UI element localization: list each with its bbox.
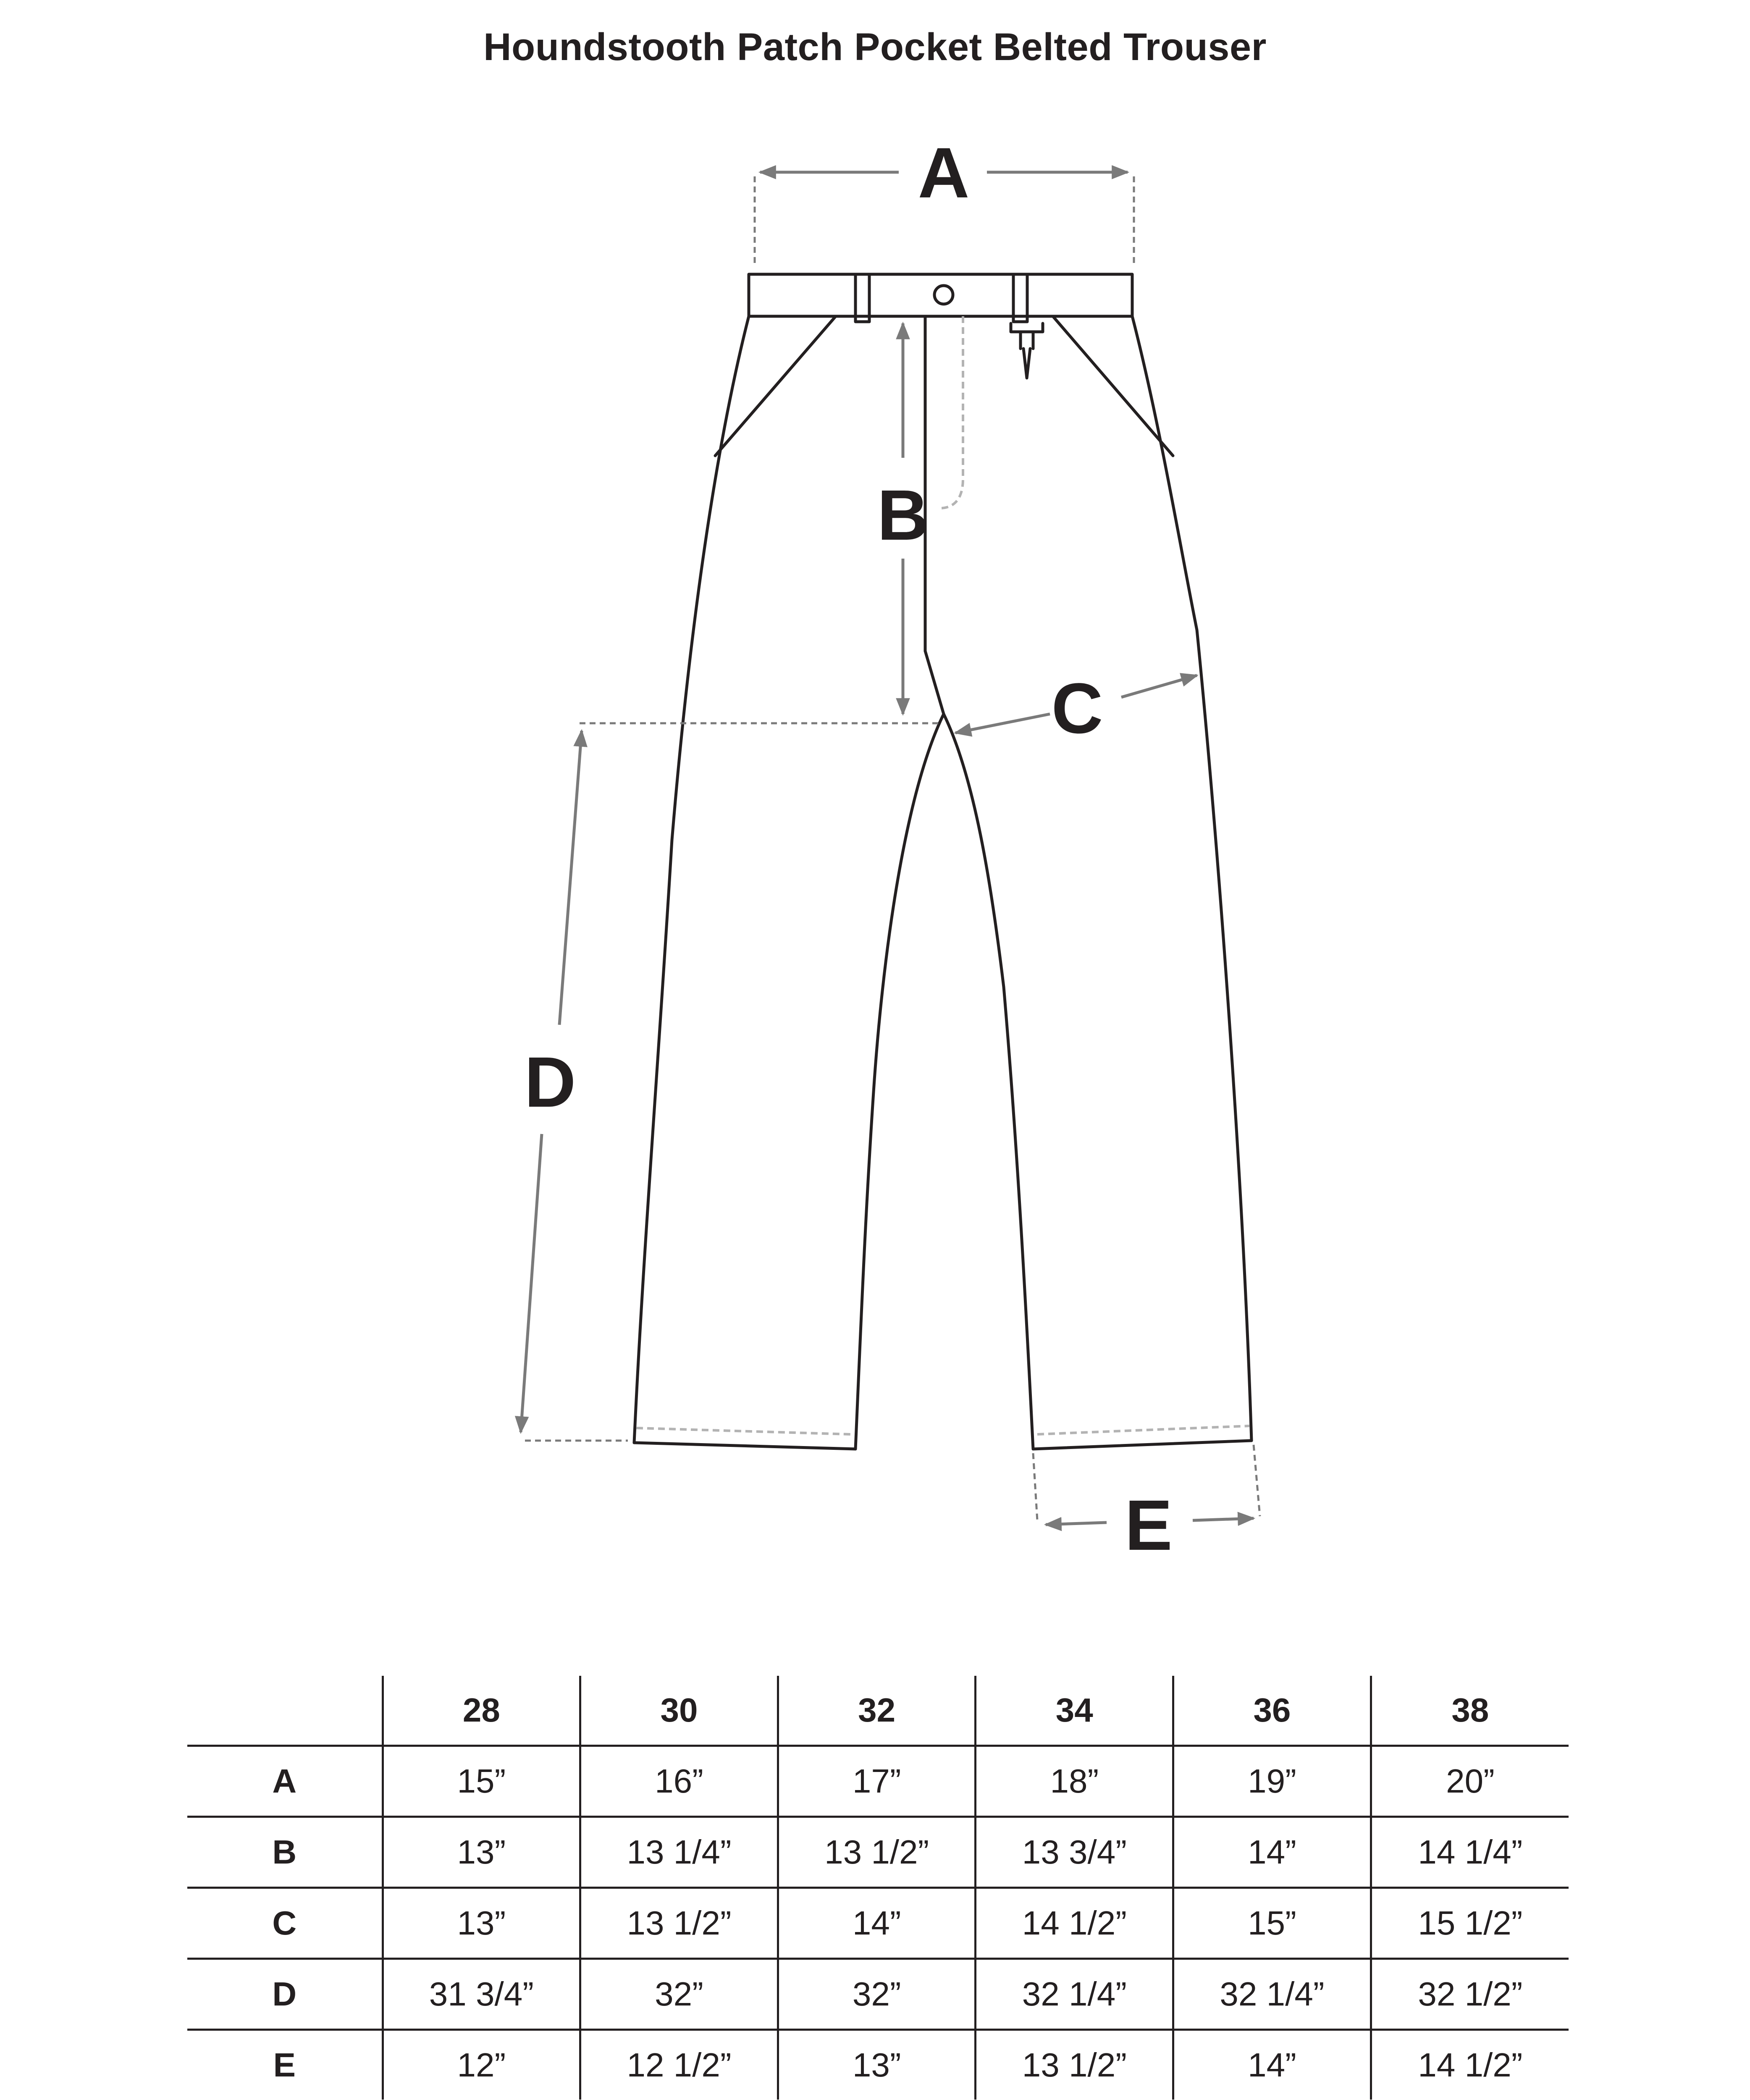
- right-leg-outseam: [1132, 316, 1251, 1441]
- measurement-value: 13”: [383, 1888, 580, 1959]
- table-row: [187, 1959, 1569, 2030]
- measurement-value: 14 1/2”: [1371, 2030, 1569, 2100]
- measurement-value: 19”: [1173, 1746, 1371, 1817]
- right-pocket: [1053, 316, 1173, 456]
- size-column-header: 34: [976, 1676, 1173, 1746]
- measurement-value: 12”: [383, 2030, 580, 2100]
- measurement-value: 13 1/2”: [580, 1888, 778, 1959]
- measurement-value: 32 1/4”: [1173, 1959, 1371, 2030]
- measurement-row-label: B: [187, 1817, 383, 1888]
- measure-label-b: B: [877, 475, 929, 555]
- right-hem-stitching: [1037, 1426, 1249, 1434]
- size-column-header: 30: [580, 1676, 778, 1746]
- measure-e-arrow: [1193, 1518, 1254, 1520]
- measurement-value: 12 1/2”: [580, 2030, 778, 2100]
- measurement-value: 17”: [778, 1746, 976, 1817]
- measurement-value: 13 1/4”: [580, 1817, 778, 1888]
- measure-d-arrow: [559, 731, 582, 1025]
- belt-clip-icon: [1011, 323, 1043, 378]
- left-hem: [634, 1443, 855, 1449]
- corner-cell: [187, 1676, 383, 1746]
- table-row: [187, 2030, 1569, 2100]
- trouser-outline: [634, 274, 1251, 1449]
- measurement-value: 20”: [1371, 1746, 1569, 1817]
- measurement-value: 14 1/4”: [1371, 1817, 1569, 1888]
- measure-e-guide: [1254, 1445, 1260, 1516]
- fly-stitching: [939, 316, 963, 508]
- belt-loop: [855, 274, 869, 322]
- left-leg-inseam: [855, 651, 944, 1449]
- measurement-value: 15 1/2”: [1371, 1888, 1569, 1959]
- waistband: [749, 274, 1132, 316]
- right-hem: [1033, 1441, 1251, 1449]
- table-row: [187, 1746, 1569, 1817]
- belt-loop: [1013, 274, 1027, 322]
- measure-label-e: E: [1125, 1486, 1173, 1554]
- measure-d-arrow: [521, 1134, 542, 1432]
- measurement-value: 31 3/4”: [383, 1959, 580, 2030]
- measurement-value: 18”: [976, 1746, 1173, 1817]
- measure-e-guide: [1033, 1453, 1037, 1520]
- measure-label-d: D: [524, 1042, 576, 1122]
- size-column-header: 28: [383, 1676, 580, 1746]
- measurement-value: 16”: [580, 1746, 778, 1817]
- measurement-value: 14”: [1173, 2030, 1371, 2100]
- measure-label-c: C: [1051, 669, 1103, 748]
- measurement-value: 32 1/4”: [976, 1959, 1173, 2030]
- page-title: Houndstooth Patch Pocket Belted Trouser: [483, 26, 1267, 68]
- measure-c-arrow: [955, 714, 1050, 733]
- measurement-value: 14”: [778, 1888, 976, 1959]
- measurement-row-label: E: [273, 2046, 296, 2084]
- size-table: [187, 1676, 1569, 2100]
- measure-c-arrow: [1121, 675, 1197, 697]
- table-row: [187, 1888, 1569, 1959]
- left-leg-outseam: [634, 316, 749, 1443]
- size-column-header: 36: [1173, 1676, 1371, 1746]
- table-row: [187, 1817, 1569, 1888]
- waist-button-icon: [934, 286, 953, 304]
- measurement-row-label: A: [187, 1746, 383, 1817]
- measurement-value: 14 1/2”: [976, 1888, 1173, 1959]
- size-column-header: 38: [1371, 1676, 1569, 1746]
- right-leg-inseam: [944, 714, 1033, 1449]
- size-header-row: [187, 1676, 1569, 1746]
- measurement-value: 13”: [778, 2030, 976, 2100]
- measurement-value: 13”: [383, 1817, 580, 1888]
- measurement-value: 32”: [778, 1959, 976, 2030]
- measurement-value: 15”: [383, 1746, 580, 1817]
- measurement-value: 15”: [1173, 1888, 1371, 1959]
- size-column-header: 32: [778, 1676, 976, 1746]
- measurement-value: 13 1/2”: [976, 2030, 1173, 2100]
- measurement-value: 32”: [580, 1959, 778, 2030]
- measurement-row-label: C: [187, 1888, 383, 1959]
- measurement-row-label: D: [187, 1959, 383, 2030]
- measurement-value: 13 1/2”: [778, 1817, 976, 1888]
- measure-label-a: A: [918, 133, 970, 213]
- measure-e-arrow: [1046, 1522, 1107, 1525]
- left-hem-stitching: [636, 1428, 850, 1434]
- measurement-value: 13 3/4”: [976, 1817, 1173, 1888]
- measurement-value: 32 1/2”: [1371, 1959, 1569, 2030]
- measurement-value: 14”: [1173, 1817, 1371, 1888]
